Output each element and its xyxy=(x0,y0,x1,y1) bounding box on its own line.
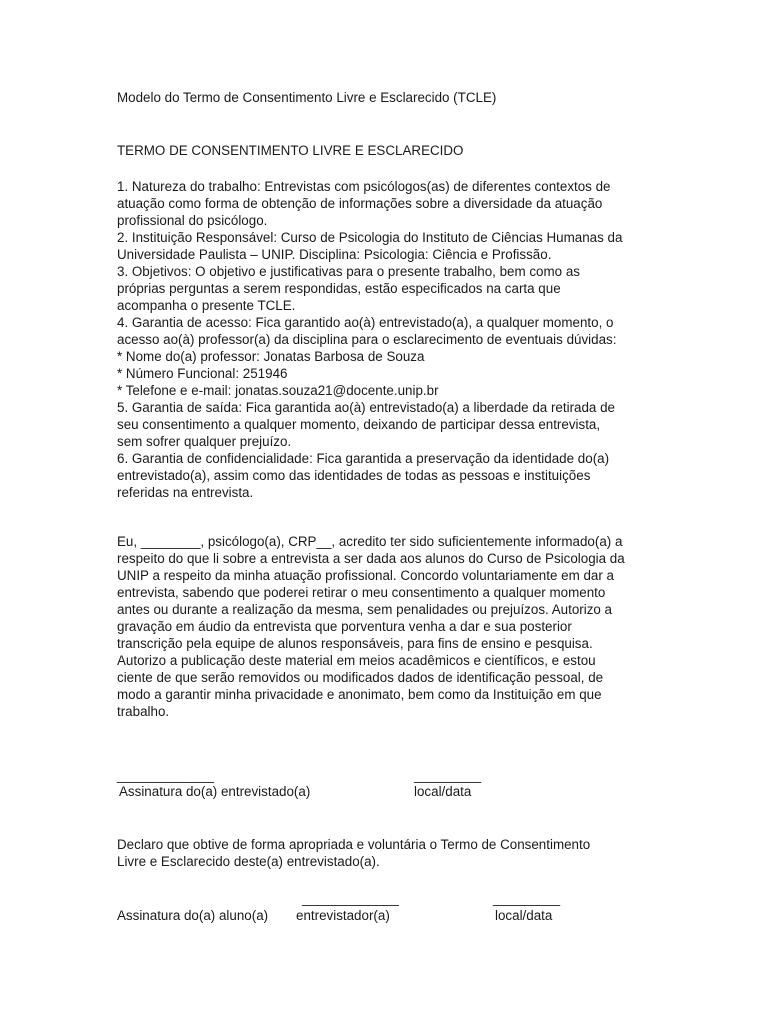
declaration-line: Declaro que obtive de forma apropriada e voluntária o Termo de Consentimento xyxy=(117,837,591,852)
items-line: 1. Natureza do trabalho: Entrevistas com psicólogos(as) de diferentes contextos de xyxy=(117,179,611,194)
items-line: * Telefone e e-mail: jonatas.souza21@docente.unip.br xyxy=(117,383,439,398)
consent-line: antes ou durante a realização da mesma, sem penalidades ou prejuízos. Autorizo a xyxy=(117,602,613,617)
consent-line: gravação em áudio da entrevista que porventura venha a dar e sua posterior xyxy=(117,619,572,634)
items-line: acesso ao(à) professor(a) da disciplina para o esclarecimento de eventuais dúvidas: xyxy=(117,332,617,347)
items-line: seu consentimento a qualquer momento, deixando de participar dessa entrevista, xyxy=(117,417,601,432)
consent-line: UNIP a respeito da minha atuação profissional. Concordo voluntariamente em dar a xyxy=(117,568,614,583)
items-line: próprias perguntas a serem respondidas, estão especificados na carta que xyxy=(117,281,561,296)
signature-label-date-1: local/data xyxy=(414,784,472,799)
consent-line: Eu, ________, psicólogo(a), CRP__, acredito ter sido suficientemente informado(a) a xyxy=(117,534,623,549)
items-line: 6. Garantia de confidencialidade: Fica garantida a preservação da identidade do(a) xyxy=(117,451,610,466)
signature-label-interviewer: entrevistador(a) xyxy=(296,908,390,923)
items-line: 4. Garantia de acesso: Fica garantido ao(à) entrevistado(a), a qualquer momento, o xyxy=(117,315,614,330)
signature-label-date-2: local/data xyxy=(495,908,553,923)
items-line: 2. Instituição Responsável: Curso de Psicologia do Instituto de Ciências Humanas da xyxy=(117,230,623,245)
signature-label-interviewee: Assinatura do(a) entrevistado(a) xyxy=(119,784,311,799)
items-line: acompanha o presente TCLE. xyxy=(117,298,296,313)
consent-paragraph xyxy=(117,533,657,720)
items-line: profissional do psicólogo. xyxy=(117,213,268,228)
declaration-line: Livre e Esclarecido deste(a) entrevistado(a). xyxy=(117,854,380,869)
consent-line: Autorizo a publicação deste material em meios acadêmicos e científicos, e estou xyxy=(117,653,596,668)
items-section xyxy=(117,178,657,501)
signature-line-interviewer: _____________ xyxy=(302,891,399,906)
items-line: * Nome do(a) professor: Jonatas Barbosa de Souza xyxy=(117,349,425,364)
items-line: 5. Garantia de saída: Fica garantida ao(à) entrevistado(a) a liberdade da retirada de xyxy=(117,400,615,415)
signature-line-date-1: _________ xyxy=(414,768,482,783)
consent-line: respeito do que li sobre a entrevista a ser dada aos alunos do Curso de Psicologia da xyxy=(117,551,625,566)
consent-line: transcrição pela equipe de alunos responsáveis, para fins de ensino e pesquisa. xyxy=(117,636,593,651)
consent-line: trabalho. xyxy=(117,704,170,719)
signature-line-interviewee: _____________ xyxy=(117,768,214,783)
items-line: * Número Funcional: 251946 xyxy=(117,366,288,381)
items-line: atuação como forma de obtenção de informações sobre a diversidade da atuação xyxy=(117,196,603,211)
consent-line: modo a garantir minha privacidade e anonimato, bem como da Instituição em que xyxy=(117,687,602,702)
items-line: sem sofrer qualquer prejuízo. xyxy=(117,434,292,449)
items-line: referidas na entrevista. xyxy=(117,485,254,500)
items-line: Universidade Paulista – UNIP. Disciplina: Psicologia: Ciência e Profissão. xyxy=(117,247,552,262)
declaration-paragraph xyxy=(117,836,657,870)
consent-line: entrevista, sabendo que poderei retirar o meu consentimento a qualquer momento xyxy=(117,585,606,600)
items-line: entrevistado(a), assim como das identidades de todas as pessoas e instituições xyxy=(117,468,591,483)
items-line: 3. Objetivos: O objetivo e justificativas para o presente trabalho, bem como as xyxy=(117,264,580,279)
model-title: Modelo do Termo de Consentimento Livre e Esclarecido (TCLE) xyxy=(117,90,497,105)
signature-line-date-2: _________ xyxy=(493,891,561,906)
consent-line: ciente de que serão removidos ou modificados dados de identificação pessoal, de xyxy=(117,670,604,685)
signature-label-student: Assinatura do(a) aluno(a) xyxy=(117,908,269,923)
document-heading: TERMO DE CONSENTIMENTO LIVRE E ESCLARECIDO xyxy=(117,143,464,158)
